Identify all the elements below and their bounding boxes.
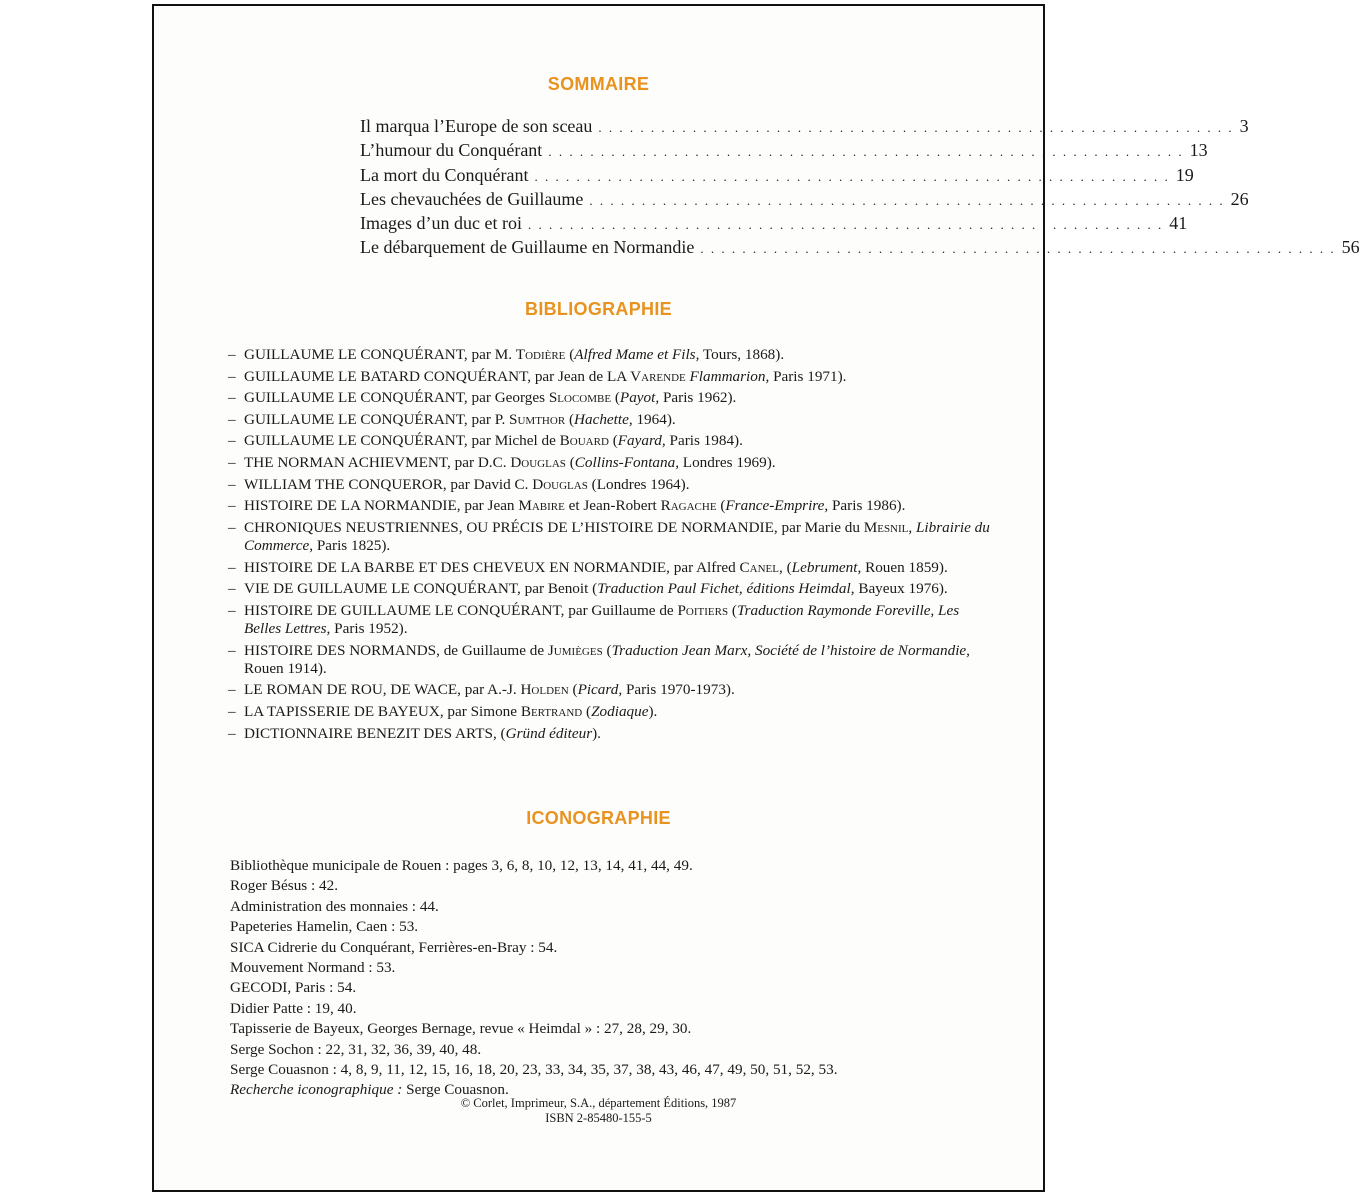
toc-entry[interactable] (360, 237, 1360, 261)
bibliography-entry: – GUILLAUME LE CONQUÉRANT, par M. Todière (Alfred Mame et Fils, Tours, 1868). (228, 346, 785, 363)
toc-entry-title: L’humour du Conquérant (360, 140, 543, 161)
list-dash: – (228, 702, 236, 720)
list-dash: – (228, 558, 236, 576)
toc-entry-page: 13 (1189, 140, 1208, 161)
isbn-line: ISBN 2-85480-155-5 (545, 1111, 652, 1125)
list-dash: – (228, 518, 236, 536)
list-dash: – (228, 724, 236, 742)
toc-leader-dots: . . . . . . . . . . . . . . . . . . . . . . . . . . . . . . . . . . . . . . . . . . . . . . . . . . . . . . . . . . . . . (700, 241, 1336, 257)
research-label: Recherche iconographique : (230, 1081, 403, 1099)
toc-entry[interactable] (360, 213, 1188, 237)
bibliography-entry: – THE NORMAN ACHIEVMENT, par D.C. Douglas (Collins-Fontana, Londres 1969). (228, 453, 776, 471)
toc-entry-title: La mort du Conquérant (360, 164, 529, 185)
bibliography-entry: – HISTOIRE DE LA NORMANDIE, par Jean Mabire et Jean-Robert Ragache (France-Emprire, Paris 1986). (228, 497, 906, 515)
list-dash: – (228, 389, 236, 407)
credit-line: GECODI, Paris : 54. (230, 979, 357, 997)
bibliography-list (228, 346, 993, 746)
list-dash: – (228, 497, 236, 515)
list-dash: – (228, 367, 236, 385)
research-name: Serge Couasnon. (402, 1081, 509, 1099)
credit-line: SICA Cidrerie du Conquérant, Ferrières-en-Bray : 54. (230, 938, 558, 956)
credit-line: Bibliothèque municipale de Rouen : pages 3, 6, 8, 10, 12, 13, 14, 41, 44, 49. (230, 857, 693, 874)
toc-leader-dots: . . . . . . . . . . . . . . . . . . . . . . . . . . . . . . . . . . . . . . . . . . . . . . . . . . . . . . . . . . . . . (589, 192, 1225, 208)
toc-entry-page: 56 (1341, 237, 1360, 258)
list-dash: – (228, 641, 236, 659)
bibliography-entry: – GUILLAUME LE CONQUÉRANT, par Michel de Bouard (Fayard, Paris 1984). (228, 432, 743, 450)
toc-entry-page: 19 (1175, 164, 1194, 185)
toc-entry-title: Le débarquement de Guillaume en Normandie (360, 237, 695, 258)
toc-entry[interactable] (360, 188, 1249, 213)
bibliography-entry: – CHRONIQUES NEUSTRIENNES, OU PRÉCIS DE L’HISTOIRE DE NORMANDIE, par Marie du Mesnil, Librairie du Commerce, Paris 1825). (228, 518, 990, 554)
list-dash: – (228, 580, 236, 598)
credit-line: Roger Bésus : 42. (230, 877, 338, 895)
bibliography-entry: – HISTOIRE DE LA BARBE ET DES CHEVEUX EN NORMANDIE, par Alfred Canel, (Lebrument, Rouen 1859). (228, 558, 948, 576)
credit-line: Serge Couasnon : 4, 8, 9, 11, 12, 15, 16, 18, 20, 23, 33, 34, 35, 37, 38, 43, 46, 47, 49, 50, 51, 52, 53. (230, 1061, 838, 1079)
bibliography-entry: – LE ROMAN DE ROU, DE WACE, par A.-J. Holden (Picard, Paris 1970-1973). (228, 681, 735, 699)
toc-leader-dots: . . . . . . . . . . . . . . . . . . . . . . . . . . . . . . . . . . . . . . . . . . . . . . . . . . . . . . . . . . . . . (534, 168, 1170, 184)
bibliography-entry: – HISTOIRE DE GUILLAUME LE CONQUÉRANT, par Guillaume de Poitiers (Traduction Raymonde Foreville, Les Belles Lettres, Paris 1952). (228, 601, 960, 637)
sommaire-heading: SOMMAIRE (547, 74, 650, 94)
bibliography-entry: – VIE DE GUILLAUME LE CONQUÉRANT, par Benoit (Traduction Paul Fichet, éditions Heimdal, Bayeux 1976). (228, 580, 948, 598)
list-dash: – (228, 601, 236, 619)
toc-entry-page: 26 (1230, 188, 1249, 209)
bibliography-entry: – DICTIONNAIRE BENEZIT DES ARTS, (Gründ éditeur). (228, 724, 601, 742)
credit-line: Serge Sochon : 22, 31, 32, 36, 39, 40, 48. (230, 1040, 482, 1058)
toc-entry[interactable] (360, 164, 1194, 189)
credit-line: Tapisserie de Bayeux, Georges Bernage, revue « Heimdal » : 27, 28, 29, 30. (230, 1020, 692, 1038)
list-dash: – (228, 432, 236, 450)
toc-entry-title: Images d’un duc et roi (360, 213, 522, 234)
document-page (152, 4, 1360, 1192)
bibliography-entry: – LA TAPISSERIE DE BAYEUX, par Simone Bertrand (Zodiaque). (228, 702, 658, 720)
list-dash: – (228, 346, 236, 363)
list-dash: – (228, 681, 236, 699)
bibliography-entry: – GUILLAUME LE CONQUÉRANT, par Georges Slocombe (Payot, Paris 1962). (228, 389, 737, 407)
table-of-contents (360, 116, 1360, 262)
toc-leader-dots: . . . . . . . . . . . . . . . . . . . . . . . . . . . . . . . . . . . . . . . . . . . . . . . . . . . . . . . . . . . . . (548, 144, 1184, 160)
iconographie-heading: ICONOGRAPHIE (526, 808, 671, 828)
copyright-line: © Corlet, Imprimeur, S.A., département Éditions, 1987 (460, 1096, 737, 1110)
iconography-credits (230, 856, 990, 1101)
credit-line: Didier Patte : 19, 40. (230, 999, 357, 1017)
list-dash: – (228, 453, 236, 471)
list-dash: – (228, 410, 236, 428)
toc-entry-title: Les chevauchées de Guillaume (360, 188, 584, 209)
toc-leader-dots: . . . . . . . . . . . . . . . . . . . . . . . . . . . . . . . . . . . . . . . . . . . . . . . . . . . . . . . . . . . . . (527, 217, 1164, 233)
bibliography-entry: – HISTOIRE DES NORMANDS, de Guillaume de Jumièges (Traduction Jean Marx, Société de l’histoire de Normandie, Rouen 1914). (228, 641, 970, 677)
toc-entry-page: 41 (1169, 213, 1188, 234)
toc-entry[interactable] (360, 140, 1208, 164)
bibliography-entry: – GUILLAUME LE BATARD CONQUÉRANT, par Jean de LA Varende Flammarion, Paris 1971). (228, 367, 847, 385)
bibliography-entry: – GUILLAUME LE CONQUÉRANT, par P. Sumthor (Hachette, 1964). (228, 410, 676, 428)
bibliographie-heading: BIBLIOGRAPHIE (525, 299, 672, 319)
colophon (154, 1096, 1043, 1126)
toc-entry-title: Il marqua l’Europe de son sceau (360, 116, 593, 136)
credit-line: Administration des monnaies : 44. (230, 897, 439, 915)
list-dash: – (228, 475, 236, 493)
bibliography-entry: – WILLIAM THE CONQUEROR, par David C. Douglas (Londres 1964). (228, 475, 690, 493)
toc-entry[interactable] (360, 116, 1249, 140)
toc-entry-page: 3 (1239, 116, 1249, 136)
credit-line: Papeteries Hamelin, Caen : 53. (230, 918, 419, 936)
credit-line: Mouvement Normand : 53. (230, 959, 396, 977)
toc-leader-dots: . . . . . . . . . . . . . . . . . . . . . . . . . . . . . . . . . . . . . . . . . . . . . . . . . . . . . . . . . . . . . (598, 120, 1234, 135)
